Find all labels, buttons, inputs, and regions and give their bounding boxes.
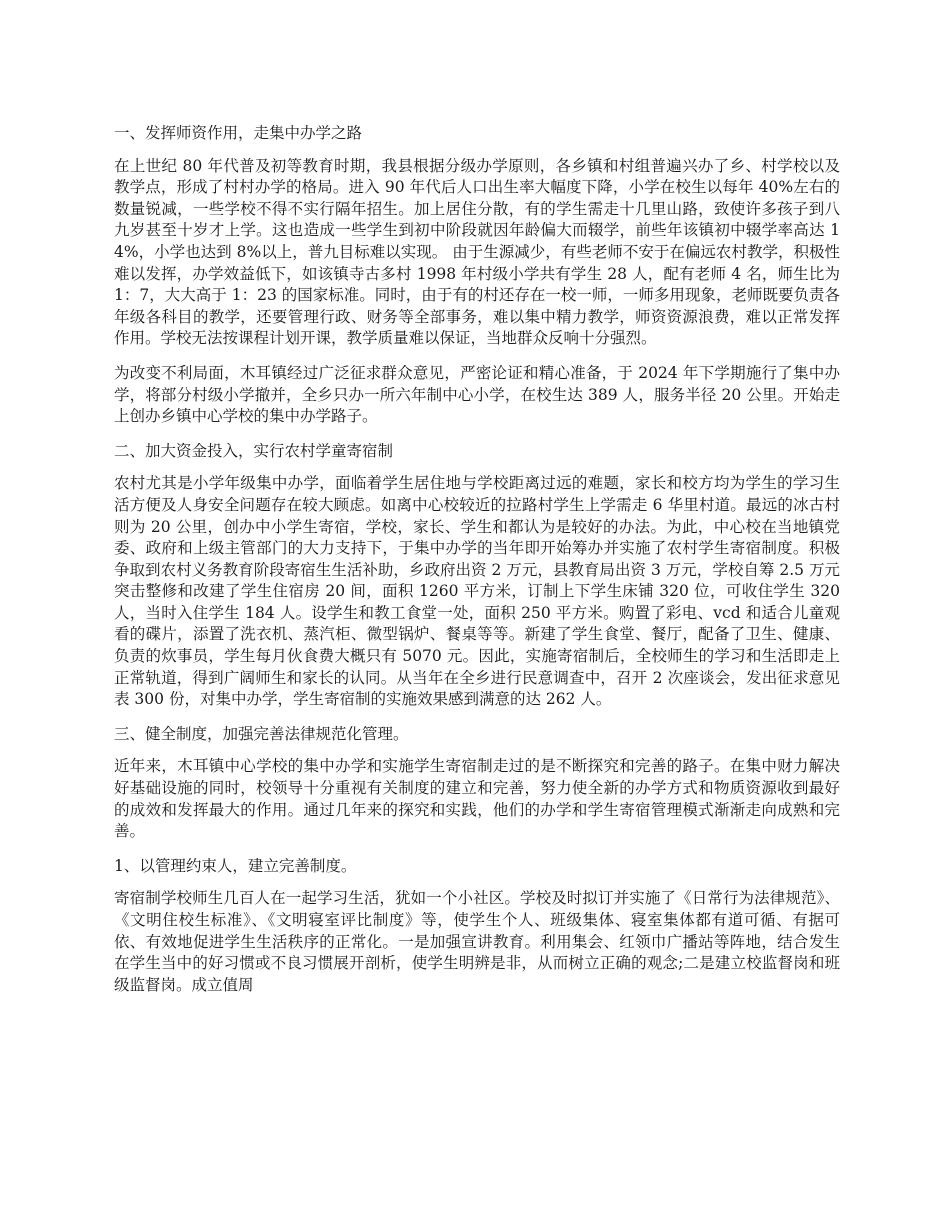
- section-heading-3: 三、健全制度，加强完善法律规范化管理。: [114, 724, 409, 743]
- subsection-heading-1: 1、以管理约束人，建立完善制度。: [114, 856, 357, 875]
- section-heading-1: 一、发挥师资作用，走集中办学之路: [114, 124, 363, 142]
- paragraph: 在上世纪 80 年代普及初等教育时期，我县根据分级办学原则，各乡镇和村组普遍兴办了乡、村学校以及教学点，形成了村村办学的格局。进入 90 年代后人口出生率大幅度下降，小学在校生以每年 40%左右的数量锐减，一些学校不得不实行隔年招生。加上居住分散，有的学生需走十几里山路，致使许多孩子到八九岁甚至十岁才上学。这也造成一些学生到初中阶段就因年龄偏大而辍学，前些年该镇初中辍学率高达 14%，小学也达到 8%以上，普九目标难以实现。 由于生源减少，有些老师不安于在偏远农村教学，积极性难以发挥，办学效益低下，如该镇寺古多村 1998 年村级小学共有学生 28 人，配有老师 4 名，师生比为 1：7，大大高于 1：23 的国家标准。同时，由于有的村还存在一校一师，一师多用现象，老师既要负责各年级各科目的教学，还要管理行政、财务等全部事务，难以集中精力教学，师资资源浪费，难以正常发挥作用。学校无法按课程计划开课，教学质量难以保证，当地群众反响十分强烈。: [114, 156, 840, 348]
- paragraph: 近年来，木耳镇中心学校的集中办学和实施学生寄宿制走过的是不断探究和完善的路子。在集中财力解决好基础设施的同时，校领导十分重视有关制度的建立和完善，努力使全新的办学方式和物质资源收到最好的成效和发挥最大的作用。通过几年来的探究和实践，他们的办学和学生寄宿管理模式渐渐走向成熟和完善。: [114, 757, 840, 841]
- document-body: [114, 123, 840, 1009]
- paragraph: 农村尤其是小学年级集中办学，面临着学生居住地与学校距离过远的难题，家长和校方均为学生的学习生活方便及人身安全问题存在较大顾虑。如离中心校较近的拉路村学生上学需走 6 华里村道。最远的冰古村则为 20 公里，创办中小学生寄宿，学校，家长、学生和都认为是较好的办法。为此，中心校在当地镇党委、政府和上级主管部门的大力支持下，于集中办学的当年即开始筹办并实施了农村学生寄宿制度。积极争取到农村义务教育阶段寄宿生生活补助，乡政府出资 2 万元，县教育局出资 3 万元，学校自筹 2.5 万元突击整修和改建了学生住宿房 20 间，面积 1260 平方米，订制上下学生床铺 320 位，可收住学生 320 人，当时入住学生 184 人。设学生和教工食堂一处，面积 250 平方米。购置了彩电、vcd 和适合儿童观看的碟片，添置了洗衣机、蒸汽柜、微型锅炉、餐桌等等。新建了学生食堂、餐厅，配备了卫生、健康、负责的炊事员，学生每月伙食费大概只有 5070 元。因此，实施寄宿制后，全校师生的学习和生活即走上正常轨道，得到广阔师生和家长的认同。从当年在全乡进行民意调查中，召开 2 次座谈会，发出征求意见表 300 份，对集中办学，学生寄宿制的实施效果感到满意的达 262 人。: [114, 474, 840, 709]
- paragraph: 为改变不利局面，木耳镇经过广泛征求群众意见，严密论证和精心准备，于 2024 年下学期施行了集中办学，将部分村级小学撤并，全乡只办一所六年制中心小学，在校生达 389 人，服务半径 20 公里。开始走上创办乡镇中心学校的集中办学路子。: [114, 363, 840, 426]
- section-heading-2: 二、加大资金投入，实行农村学童寄宿制: [114, 441, 394, 460]
- paragraph: 寄宿制学校师生几百人在一起学习生活，犹如一个小社区。学校及时拟订并实施了《日常行为法律规范》、《文明住校生标准》、《文明寝室评比制度》等，使学生个人、班级集体、寝室集体都有道可循、有据可依、有效地促进学生生活秩序的正常化。一是加强宣讲教育。利用集会、红领巾广播站等阵地，结合发生在学生当中的好习惯或不良习惯展开剖析，使学生明辨是非，从而树立正确的观念;二是建立校监督岗和班级监督岗。成立值周: [114, 889, 840, 994]
